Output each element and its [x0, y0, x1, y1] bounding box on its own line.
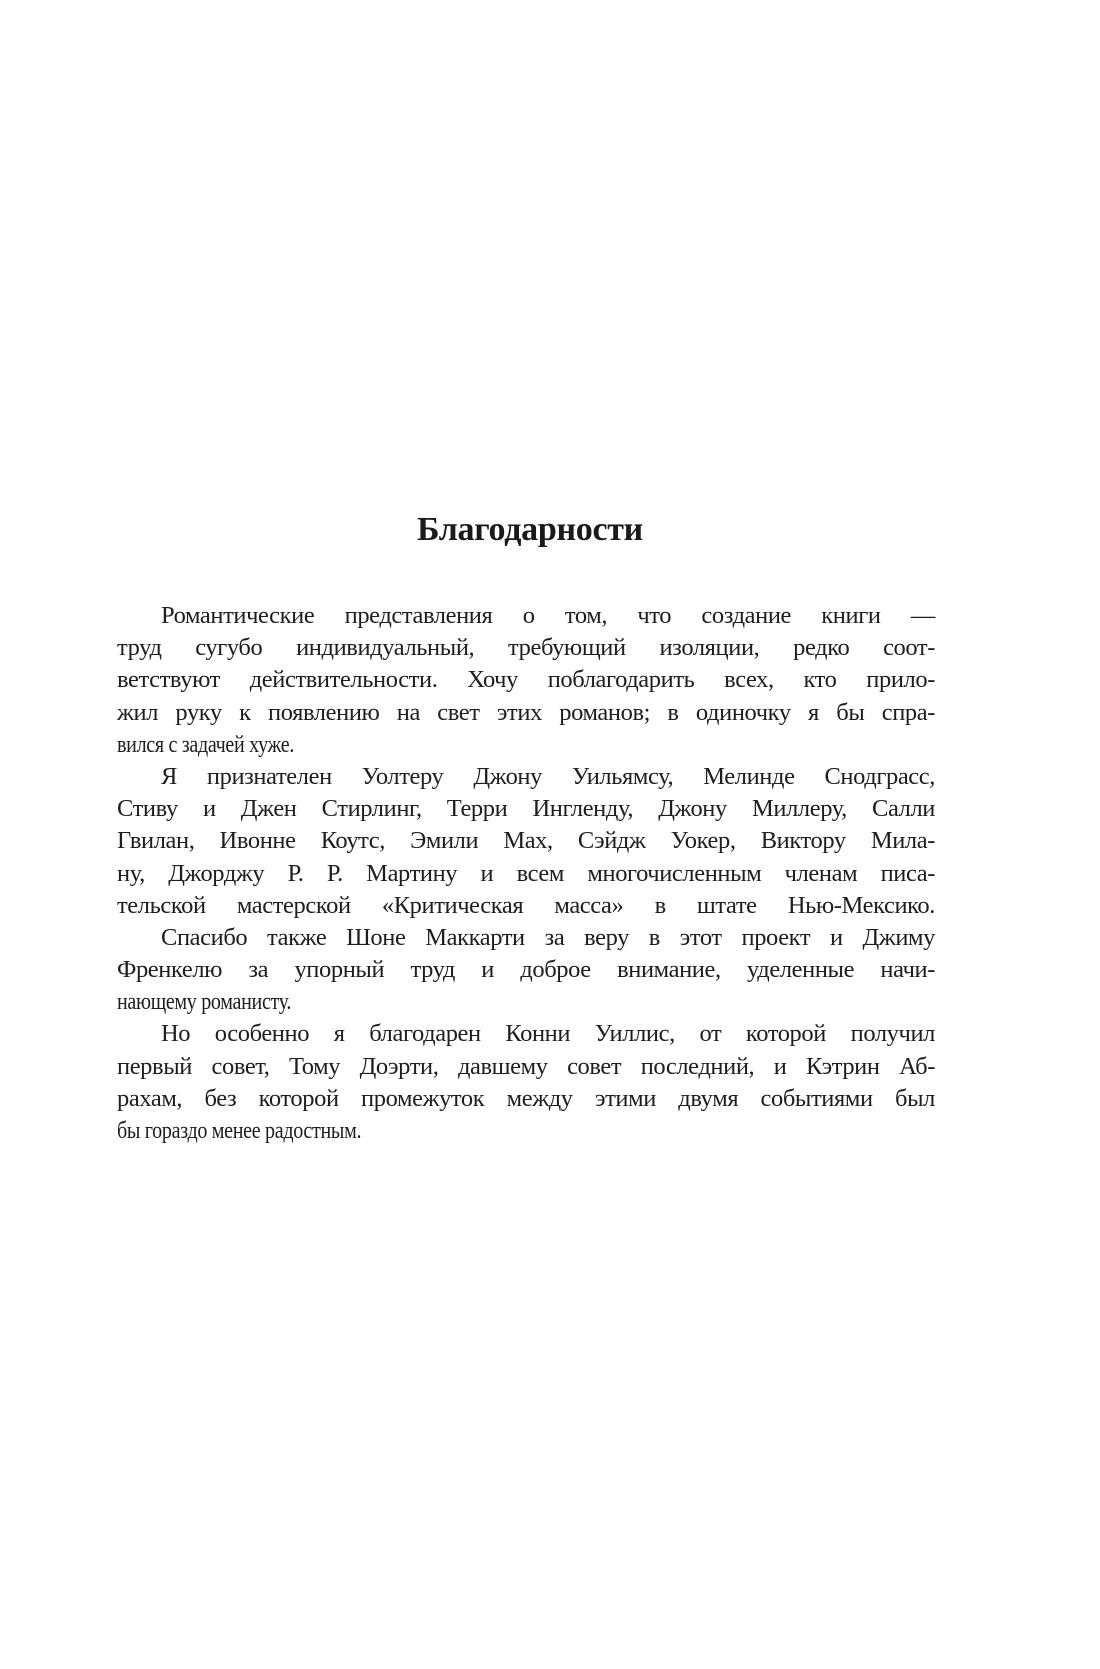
text-line: Стиву и Джен Стирлинг, Терри Ингленду, Джону Миллеру, Салли	[117, 795, 935, 823]
text-line: Френкелю за упорный труд и доброе внимание, уделенные начи-	[117, 956, 935, 984]
text-line: тельской мастерской «Критическая масса» в штате Нью-Мексико.	[117, 891, 935, 919]
text-line: труд сугубо индивидуальный, требующий изоляции, редко соот-	[117, 634, 935, 662]
text-line: жил руку к появлению на свет этих романов; в одиночку я бы спра-	[117, 698, 935, 726]
text-line: рахам, без которой промежуток между этими двумя событиями был	[117, 1084, 935, 1112]
text-line: бы гораздо менее радостным.	[117, 1117, 362, 1144]
page-title: Благодарности	[417, 511, 643, 548]
paragraph-2	[117, 761, 935, 922]
text-line: Спасибо также Шоне Маккарти за веру в этот проект и Джиму	[161, 923, 935, 951]
text-line: первый совет, Тому Доэрти, давшему совет последний, и Кэтрин Аб-	[117, 1052, 935, 1080]
text-line: Гвилан, Ивонне Коутс, Эмили Мах, Сэйдж Уокер, Виктору Мила-	[117, 827, 935, 855]
paragraph-4	[117, 1018, 935, 1147]
text-line: Но особенно я благодарен Конни Уиллис, от которой получил	[161, 1020, 935, 1048]
paragraph-3	[117, 922, 935, 1019]
paragraph-1	[117, 600, 935, 761]
text-line: нающему романисту.	[117, 988, 292, 1016]
acknowledgements-body	[117, 600, 935, 1147]
text-line: ветствуют действительности. Хочу поблагодарить всех, кто прило-	[117, 666, 935, 694]
text-line: Романтические представления о том, что создание книги —	[161, 602, 935, 629]
text-line: вился с задачей хуже.	[117, 730, 295, 758]
text-line: ну, Джорджу Р. Р. Мартину и всем многочисленным членам писа-	[117, 859, 935, 887]
text-line: Я признателен Уолтеру Джону Уильямсу, Мелинде Снодграсс,	[161, 762, 935, 790]
